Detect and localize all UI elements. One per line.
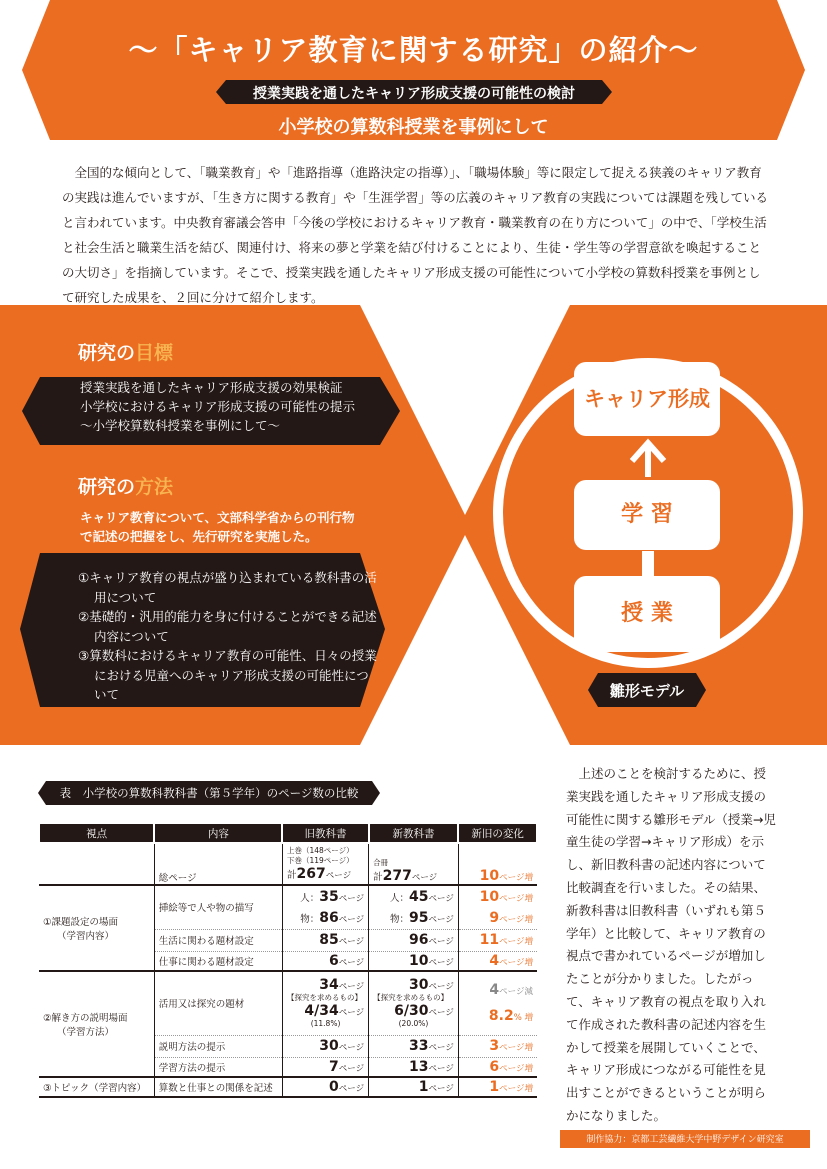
method-item: ②基礎的・汎用的能力を身に付けることができる記述内容について bbox=[78, 609, 377, 644]
footer-credit: 制作協力：京都工芸繊維大学中野デザイン研究室 bbox=[586, 1135, 784, 1145]
goal-line: 〜小学校算数科授業を事例にして〜 bbox=[80, 418, 281, 433]
method-list bbox=[78, 568, 378, 705]
table-title: 表 小学校の算数科教科書（第５学年）のページ数の比較 bbox=[59, 786, 359, 800]
method-description: キャリア教育について、文部科学省からの刊行物 で記述の把握をし、先行研究を実施した。 bbox=[80, 510, 355, 544]
goal-line: 小学校におけるキャリア形成支援の可能性の提示 bbox=[80, 399, 356, 414]
comparison-table bbox=[38, 822, 538, 1098]
model-learning: 学 習 bbox=[574, 480, 720, 550]
intro-paragraph: 全国的な傾向として、「職業教育」や「進路指導（進路決定の指導）」、「職場体験」等に限定して捉える狭義のキャリア教育の実践は進んでいますが、「生き方に関する教育」や「生涯学習」等の広義のキャリア教育の実践については課題を残していると言われています。中央教育審議会答申「今後の学校におけるキャリア教育・職業教育の在り方について」の中で、「学校生活と社会生活と職業生活を結び、関連付け、将来の夢と学業を結び付けることにより、生徒・学生等の学習意欲を喚起することの大切さ」を指摘しています。そこで、授業実践を通したキャリア形成支援の可能性について小学校の算数科授業を事例として研究した成果を、２回に分けて紹介します。 bbox=[62, 165, 769, 305]
table-row: 学習方法の提示 7ページ 13ページ 6ページ増 bbox=[39, 1057, 537, 1077]
model-lesson: 授 業 bbox=[574, 576, 720, 652]
table-row: 物：86ページ 物：95ページ 9ページ増 bbox=[39, 907, 537, 929]
page-title: 〜「キャリア教育に関する研究」の紹介〜 bbox=[128, 33, 699, 67]
goal-heading: 研究の目標 bbox=[78, 342, 174, 364]
goal-line: 授業実践を通したキャリア形成支援の効果検証 bbox=[80, 380, 343, 395]
subtitle: 授業実践を通したキャリア形成支援の可能性の検討 bbox=[253, 86, 575, 102]
table-row: ③トピック（学習内容） 算数と仕事との関係を記述 0ページ 1ページ 1ページ増 bbox=[39, 1077, 537, 1097]
method-heading: 研究の方法 bbox=[78, 476, 174, 498]
table-row: 仕事に関わる題材設定 6ページ 10ページ 4ページ増 bbox=[39, 951, 537, 971]
table-row: ①課題設定の場面 （学習内容） 挿絵等で人や物の描写 人：35ページ 人：45ページ 10ページ増 bbox=[39, 885, 537, 907]
table-row: 説明方法の提示 30ページ 33ページ 3ページ増 bbox=[39, 1035, 537, 1057]
table-header: 視点 内容 旧教科書 新教科書 新旧の変化 bbox=[39, 823, 537, 843]
table-row: 生活に関わる題材設定 85ページ 96ページ 11ページ増 bbox=[39, 929, 537, 951]
model-career: キャリア形成 bbox=[574, 362, 720, 436]
goal-list bbox=[80, 378, 400, 435]
conclusion-paragraph: 上述のことを検討するために、授業実践を通したキャリア形成支援の可能性に関する雛形モデル（授業→児童生徒の学習→キャリア形成）を示し、新旧教科書の記述内容について比較調査を行いました。その結果、新教科書は旧教科書（いずれも第５学年）と比較して、キャリア教育の視点で書かれているページが増加したことが分かりました。したがって、キャリア教育の視点を取り入れて作成された教科書の記述内容を生かして授業を展開していくことで、キャリア形成につながる可能性を見出すことができるということが明らかになりました。 bbox=[566, 766, 776, 1123]
subtitle-secondary: 小学校の算数科授業を事例にして bbox=[278, 117, 549, 138]
method-item: ①キャリア教育の視点が盛り込まれている教科書の活用について bbox=[78, 570, 377, 605]
model-label: 雛形モデル bbox=[609, 682, 685, 700]
table-row: ②解き方の説明場面 （学習方法） 活用又は探究の題材 34ページ 【探究を求めるもの】 4/34ページ (11.8%) 30ページ 【探究を求めるもの】 6/30ページ (20.0%) 4ページ減 8.2% 増 bbox=[39, 971, 537, 1035]
table-row: 総ページ 上巻（148ページ） 下巻（119ページ） 計267ページ 合冊 計277ページ 10ページ増 bbox=[39, 843, 537, 885]
method-item: ③算数科におけるキャリア教育の可能性、日々の授業における児童へのキャリア形成支援の可能性について bbox=[78, 648, 377, 702]
